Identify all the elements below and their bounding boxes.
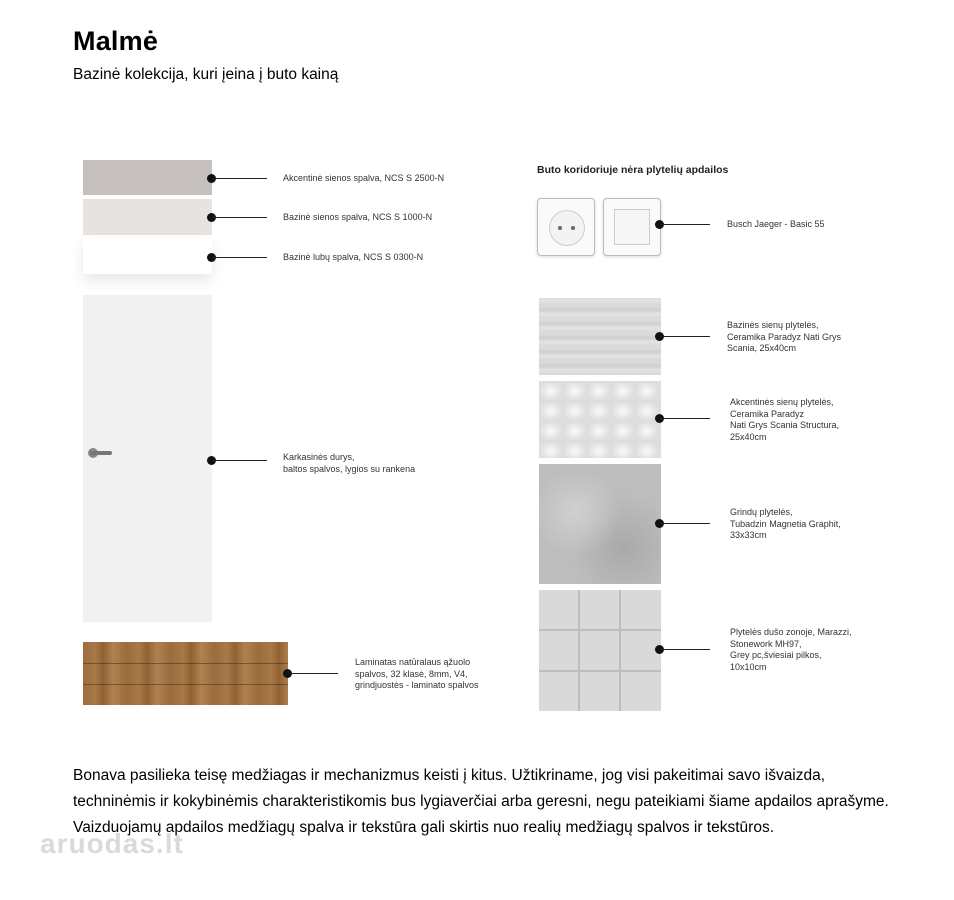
shower-tile-label: Plytelės dušo zonoje, Marazzi, Stonework MH97, Grey pc,šviesiai pilkos, 10x10cm xyxy=(730,627,852,672)
switch-label: Busch Jaeger - Basic 55 xyxy=(727,219,825,229)
base-wall-label: Bazinė sienos spalva, NCS S 1000-N xyxy=(283,212,433,222)
callout-line xyxy=(660,649,710,650)
callout-line xyxy=(660,523,710,524)
base-wall-tile-label: Bazinės sienų plytelės, Ceramika Paradyz Nati Grys Scania, 25x40cm xyxy=(727,320,842,353)
callout-line xyxy=(660,336,710,337)
floor-tile-label: Grindų plytelės, Tubadzin Magnetia Graphit, 33x33cm xyxy=(730,507,841,540)
base-wall-color-swatch xyxy=(83,199,212,235)
laminate-seam xyxy=(83,684,288,685)
floor-tile-swatch xyxy=(539,464,661,584)
callout-line xyxy=(288,673,338,674)
hallway-note-heading: Buto koridoriuje nėra plytelių apdailos xyxy=(537,164,729,176)
page-title: Malmė xyxy=(73,26,159,56)
callout-line xyxy=(212,217,267,218)
accent-wall-label: Akcentinė sienos spalva, NCS S 2500-N xyxy=(283,173,445,183)
laminate-seam xyxy=(83,663,288,664)
light-switch-icon xyxy=(603,198,661,256)
ceiling-color-swatch xyxy=(83,238,212,274)
callout-line xyxy=(660,224,710,225)
shower-tile-swatch xyxy=(539,590,661,711)
laminate-swatch xyxy=(83,642,288,705)
page-subtitle: Bazinė kolekcija, kuri įeina į buto kainą xyxy=(73,66,339,83)
callout-line xyxy=(660,418,710,419)
disclaimer-text: Bonava pasilieka teisę medžiagas ir mechanizmus keisti į kitus. Užtikriname, jog visi pakeitimai savo išvaizda, techninėmis ir kokybinėmis charakteristikomis bus lygiaverčiai arba geresni, negu pateikiami šiame apdailos aprašyme. Vaizduojamų apdailos medžiagų spalva ir tekstūra gali skirtis nuo realių medžiagų spalvos ir tekstūros. xyxy=(73,767,889,836)
base-wall-tile-swatch xyxy=(539,298,661,375)
door-swatch xyxy=(83,295,212,622)
callout-line xyxy=(212,257,267,258)
callout-line xyxy=(212,460,267,461)
door-label: Karkasinės durys, baltos spalvos, lygios su rankena xyxy=(283,452,416,474)
watermark: aruodas.lt xyxy=(40,828,184,859)
callout-line xyxy=(212,178,267,179)
accent-wall-color-swatch xyxy=(83,160,212,195)
door-handle-icon xyxy=(90,451,112,455)
accent-wall-tile-label: Akcentinės sienų plytelės, Ceramika Paradyz Nati Grys Scania Structura, 25x40cm xyxy=(730,397,840,442)
accent-wall-tile-swatch xyxy=(539,381,661,458)
laminate-label: Laminatas natūralaus ąžuolo spalvos, 32 klasė, 8mm, V4, grindjuostės - laminato spalvos xyxy=(355,657,479,690)
ceiling-label: Bazinė lubų spalva, NCS S 0300-N xyxy=(283,252,424,262)
socket-icon xyxy=(537,198,595,256)
